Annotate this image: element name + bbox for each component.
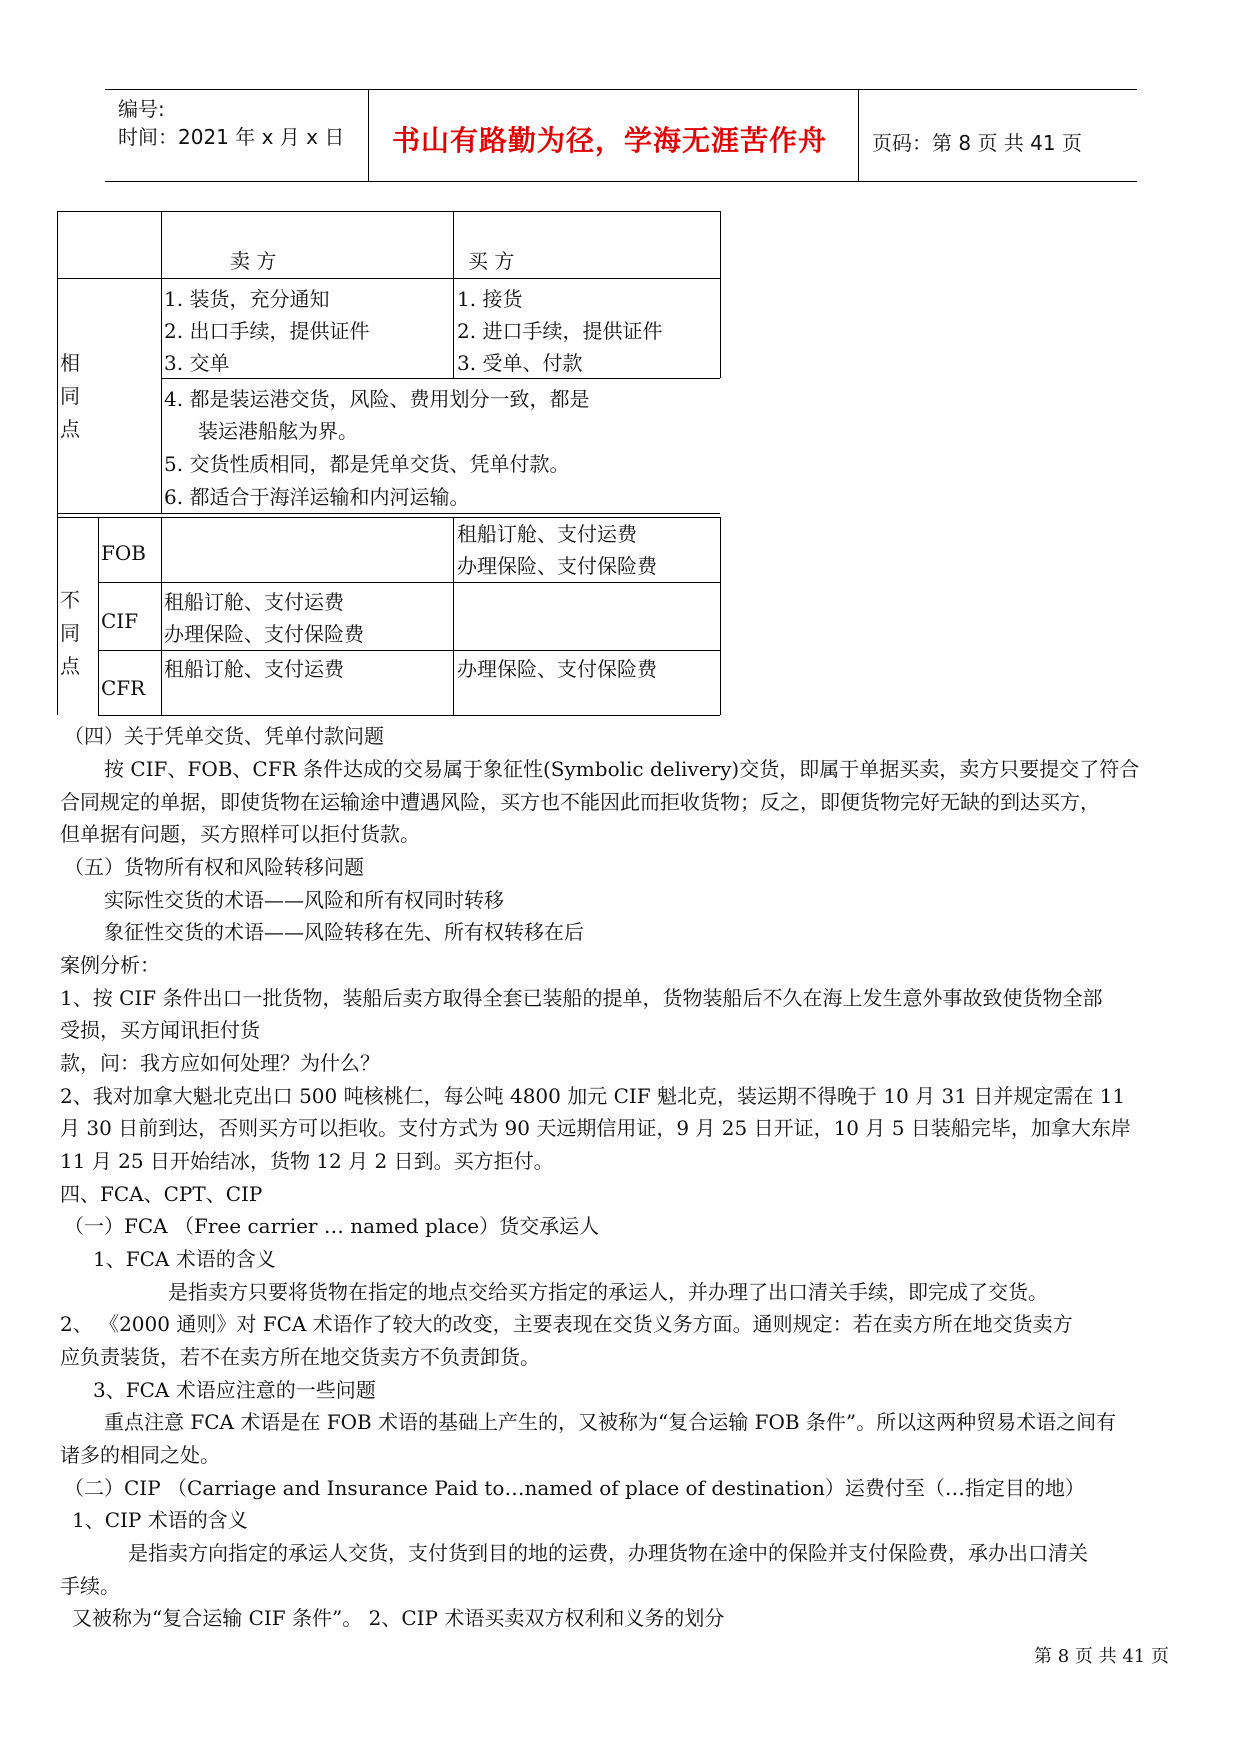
buyer-item: 3. 受单、付款 bbox=[457, 351, 583, 375]
paragraph-line: 实际性交货的术语——风险和所有权同时转移 bbox=[104, 888, 504, 912]
common-item: 5. 交货性质相同，都是凭单交货、凭单付款。 bbox=[164, 452, 570, 476]
document-number-label: 编号: bbox=[118, 97, 165, 121]
header-divider-right bbox=[858, 89, 859, 182]
paragraph-line: 受损，买方闻讯拒付货 bbox=[60, 1018, 260, 1042]
term-fob: FOB bbox=[101, 541, 146, 565]
same-label-2: 同 bbox=[60, 384, 80, 408]
header-divider-left bbox=[368, 89, 369, 182]
diff-label-1: 不 bbox=[60, 588, 80, 612]
fob-buyer-line: 租船订舱、支付运费 bbox=[457, 522, 637, 546]
cif-seller-line: 办理保险、支付保险费 bbox=[164, 622, 364, 646]
header-top-rule bbox=[105, 89, 1137, 90]
seller-item: 3. 交单 bbox=[164, 351, 230, 375]
page-info: 页码：第 8 页 共 41 页 bbox=[872, 131, 1082, 155]
section-heading: （五）货物所有权和风险转移问题 bbox=[64, 855, 364, 879]
same-label-1: 相 bbox=[60, 351, 80, 375]
subsection-heading: 1、FCA 术语的含义 bbox=[93, 1247, 276, 1271]
paragraph-line: 1、按 CIF 条件出口一批货物，装船后卖方取得全套已装船的提单，货物装船后不久在海上发生意外事故致使货物全部 bbox=[60, 986, 1103, 1010]
paragraph-line: 诸多的相同之处。 bbox=[60, 1443, 220, 1467]
diff-label-3: 点 bbox=[60, 654, 80, 678]
common-item: 装运港船舷为界。 bbox=[198, 419, 358, 443]
subsection-heading: 3、FCA 术语应注意的一些问题 bbox=[93, 1378, 376, 1402]
cfr-seller-line: 租船订舱、支付运费 bbox=[164, 657, 344, 681]
common-item: 4. 都是装运港交货，风险、费用划分一致，都是 bbox=[164, 387, 590, 411]
buyer-item: 2. 进口手续，提供证件 bbox=[457, 319, 663, 343]
same-label-3: 点 bbox=[60, 417, 80, 441]
fob-buyer-line: 办理保险、支付保险费 bbox=[457, 554, 657, 578]
paragraph-line: 是指卖方只要将货物在指定的地点交给买方指定的承运人，并办理了出口清关手续，即完成了交货。 bbox=[168, 1280, 1048, 1304]
cfr-buyer-line: 办理保险、支付保险费 bbox=[457, 657, 657, 681]
section-heading: 案例分析： bbox=[60, 953, 160, 977]
paragraph-line: 但单据有问题，买方照样可以拒付货款。 bbox=[60, 822, 420, 846]
paragraph-line: 按 CIF、FOB、CFR 条件达成的交易属于象征性(Symbolic delivery)交货，即属于单据买卖，卖方只要提交了符合 bbox=[104, 757, 1140, 781]
section-heading: （二）CIP （Carriage and Insurance Paid to…named of place of destination）运费付至（…指定目的地） bbox=[64, 1476, 1085, 1500]
term-cif: CIF bbox=[101, 609, 139, 633]
section-heading: （一）FCA （Free carrier … named place）货交承运人 bbox=[64, 1214, 600, 1238]
header-bottom-rule bbox=[105, 181, 1137, 182]
paragraph-line: 手续。 bbox=[60, 1574, 120, 1598]
paragraph-line: 象征性交货的术语——风险转移在先、所有权转移在后 bbox=[104, 920, 584, 944]
header-motto: 书山有路勤为径，学海无涯苦作舟 bbox=[392, 124, 828, 157]
common-item: 6. 都适合于海洋运输和内河运输。 bbox=[164, 485, 470, 509]
paragraph-line: 应负责装货，若不在卖方所在地交货卖方不负责卸货。 bbox=[60, 1345, 540, 1369]
paragraph-line: 2、 《2000 通则》对 FCA 术语作了较大的改变，主要表现在交货义务方面。通则规定：若在卖方所在地交货卖方 bbox=[60, 1312, 1073, 1336]
paragraph-line: 月 30 日前到达，否则买方可以拒收。支付方式为 90 天远期信用证，9 月 25 日开证，10 月 5 日装船完毕，加拿大东岸 bbox=[60, 1116, 1131, 1140]
buyer-item: 1. 接货 bbox=[457, 287, 523, 311]
seller-item: 2. 出口手续，提供证件 bbox=[164, 319, 370, 343]
paragraph-line: 又被称为“复合运输 CIF 条件”。 2、CIP 术语买卖双方权利和义务的划分 bbox=[72, 1606, 725, 1630]
subsection-heading: 1、CIP 术语的含义 bbox=[72, 1508, 248, 1532]
cif-seller-line: 租船订舱、支付运费 bbox=[164, 590, 344, 614]
paragraph-line: 2、我对加拿大魁北克出口 500 吨核桃仁，每公吨 4800 加元 CIF 魁北克，装运期不得晚于 10 月 31 日并规定需在 11 bbox=[60, 1084, 1126, 1108]
paragraph-line: 重点注意 FCA 术语是在 FOB 术语的基础上产生的，又被称为“复合运输 FOB 条件”。所以这两种贸易术语之间有 bbox=[104, 1410, 1117, 1434]
seller-item: 1. 装货，充分通知 bbox=[164, 287, 330, 311]
column-header-seller: 卖 方 bbox=[230, 249, 277, 273]
paragraph-line: 款，问：我方应如何处理？为什么？ bbox=[60, 1051, 380, 1075]
diff-label-2: 同 bbox=[60, 621, 80, 645]
document-time-label: 时间：2021 年 x 月 x 日 bbox=[118, 125, 345, 149]
paragraph-line: 合同规定的单据，即使货物在运输途中遭遇风险，买方也不能因此而拒收货物；反之，即便货物完好无缺的到达买方， bbox=[60, 790, 1100, 814]
paragraph-line: 是指卖方向指定的承运人交货，支付货到目的地的运费，办理货物在途中的保险并支付保险费，承办出口清关 bbox=[128, 1541, 1088, 1565]
page-footer: 第 8 页 共 41 页 bbox=[1034, 1646, 1169, 1667]
paragraph-line: 11 月 25 日开始结冰，货物 12 月 2 日到。买方拒付。 bbox=[60, 1149, 554, 1173]
section-heading: （四）关于凭单交货、凭单付款问题 bbox=[64, 724, 384, 748]
column-header-buyer: 买 方 bbox=[468, 249, 515, 273]
section-heading: 四、FCA、CPT、CIP bbox=[60, 1182, 263, 1206]
term-cfr: CFR bbox=[101, 676, 146, 700]
